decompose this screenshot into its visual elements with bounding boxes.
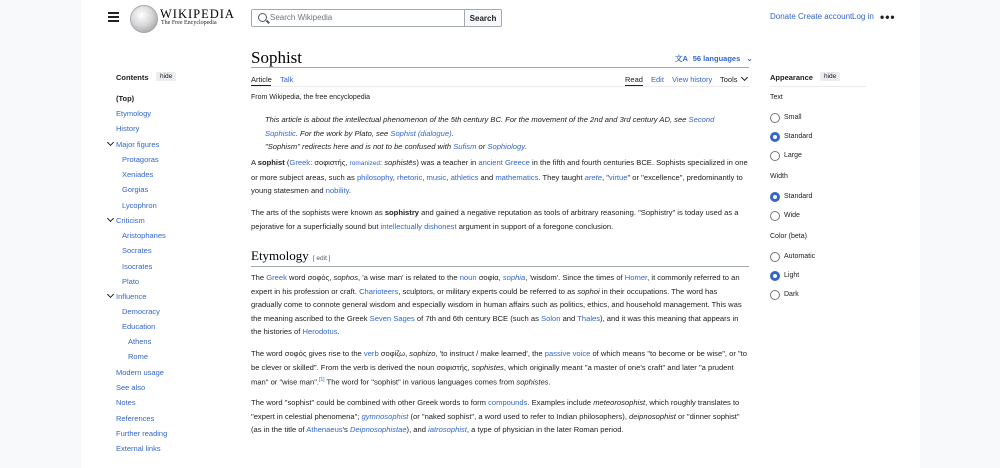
- etymology-paragraph-3: The word "sophist" could be combined with other Greek words to form compounds. Examples include meteorosophist, which roughly translates to "expert in celestial phenomena"; gymnosophist (or "naked sophist", a word used to refer to Indian philosophers), deipnosophist or "dinner sophist" (as in the title of Athenaeus's Deipnosophistae), and iatrosophist, a type of physician in the later Roman period.: [251, 398, 740, 434]
- toc-item-isocrates[interactable]: Isocrates: [122, 262, 153, 271]
- translate-icon: 文A: [675, 54, 688, 63]
- text-small-radio[interactable]: [770, 113, 780, 123]
- heading-divider: [251, 266, 749, 267]
- toc-item-plato[interactable]: Plato: [122, 277, 140, 286]
- homer-link[interactable]: Homer: [624, 273, 648, 282]
- tab-edit[interactable]: Edit: [651, 75, 664, 84]
- hatnote-text: This article is about the intellectual phenomenon of the 5th century BC. For the movement of the 2nd and 3rd century AD, see: [265, 115, 687, 124]
- appearance-hide-button[interactable]: hide: [820, 72, 840, 81]
- main-menu-icon[interactable]: [108, 12, 119, 22]
- toc-item-references[interactable]: References: [116, 414, 155, 423]
- second-sophistic-link[interactable]: Second Sophistic: [265, 115, 715, 138]
- create-account-link[interactable]: Create account: [798, 12, 853, 21]
- tab-read[interactable]: Read: [625, 75, 643, 84]
- toc-item-lycophron[interactable]: Lycophron: [122, 201, 157, 210]
- color-automatic-label[interactable]: Automatic: [784, 253, 816, 260]
- greek-link[interactable]: Greek: [289, 158, 311, 167]
- log-in-link[interactable]: Log in: [852, 12, 874, 21]
- appearance-heading: Appearance: [770, 73, 813, 82]
- tools-label: Tools: [720, 75, 738, 84]
- text-standard-radio[interactable]: [770, 132, 780, 142]
- tab-talk[interactable]: Talk: [280, 75, 294, 84]
- color-label: Color (beta): [770, 233, 807, 240]
- width-standard-label[interactable]: Standard: [784, 193, 813, 200]
- chevron-down-icon: [740, 74, 747, 81]
- toc-item-criticism[interactable]: Criticism: [116, 216, 145, 225]
- philosophy-link[interactable]: philosophy: [356, 172, 393, 182]
- search-icon: [258, 13, 267, 22]
- hatnote: [265, 113, 745, 154]
- virtue-link[interactable]: virtue: [608, 172, 628, 182]
- nobility-link[interactable]: nobility: [325, 186, 349, 195]
- etymology-heading: [251, 248, 331, 264]
- toc-item-protagoras[interactable]: Protagoras: [122, 155, 159, 164]
- hatnote-text: .: [524, 142, 527, 151]
- appearance-divider: [770, 86, 866, 87]
- gymnosophist-link[interactable]: gymnosophist: [361, 411, 409, 421]
- footnote-1-link[interactable]: [1]: [319, 377, 325, 383]
- sufism-link[interactable]: Sufism: [453, 142, 477, 151]
- width-label: Width: [770, 173, 788, 180]
- width-wide-label[interactable]: Wide: [784, 212, 800, 219]
- rhetoric-link[interactable]: rhetoric: [396, 172, 423, 182]
- color-automatic-radio[interactable]: [770, 252, 780, 262]
- athenaeus-link[interactable]: Athenaeus: [306, 425, 343, 434]
- toc-item-aristophanes[interactable]: Aristophanes: [122, 231, 166, 240]
- more-options-icon[interactable]: •••: [880, 10, 896, 24]
- search-button[interactable]: Search: [464, 9, 502, 27]
- wikipedia-globe-icon[interactable]: [130, 5, 158, 33]
- music-link[interactable]: music: [426, 172, 447, 182]
- text-small-label[interactable]: Small: [784, 114, 802, 121]
- etymology-paragraph-2: The word σοφός gives rise to the verb σοφίζω, sophizo, 'to instruct / make learned', the passive voice of which means "to become or be wise", or "to be clever or skilled". From the verb is derived the noun σοφιστής, sophistes, which originally meant "a master of one's craft" and later "a prudent man" or "wise man".[1] The word for "sophist" in various languages comes from sophistes.: [251, 349, 748, 387]
- toc-item-top[interactable]: (Top): [116, 94, 135, 103]
- arete-link[interactable]: arete: [584, 172, 602, 182]
- search-field[interactable]: [251, 9, 466, 27]
- toc-item-influence[interactable]: Influence: [116, 292, 147, 301]
- toc-item-external-links[interactable]: External links: [116, 444, 161, 453]
- sophiology-link[interactable]: Sophiology: [487, 142, 525, 151]
- intellectually-dishonest-link[interactable]: intellectually dishonest: [380, 221, 457, 231]
- sophia-link[interactable]: sophia: [502, 273, 526, 282]
- tabs-divider: [251, 86, 749, 87]
- width-standard-radio[interactable]: [770, 192, 780, 202]
- solon-link[interactable]: Solon: [541, 313, 561, 323]
- hatnote-text: "Sophism" redirects here and is not to be confused with: [265, 142, 452, 151]
- second-paragraph: The arts of the sophists were known as sophistry and gained a negative reputation as tools of arbitrary reasoning. "Sophistry" is today used as a pejorative for a superficially sound but intellectually dishonest argument in support of a foregone conclusion.: [251, 208, 739, 231]
- verb-link[interactable]: verb: [363, 349, 379, 358]
- color-dark-radio[interactable]: [770, 290, 780, 300]
- passive-voice-link[interactable]: passive voice: [544, 349, 591, 358]
- color-light-radio[interactable]: [770, 271, 780, 281]
- toc-item-further-reading[interactable]: Further reading: [116, 429, 168, 438]
- seven-sages-link[interactable]: Seven Sages: [369, 313, 415, 323]
- title-divider: [251, 67, 749, 68]
- text-large-label[interactable]: Large: [784, 152, 802, 159]
- lead-paragraph: A sophist (Greek: σοφιστής, romanized: sophistēs) was a teacher in ancient Greece in the fifth and fourth centuries BCE. Sophists specialized in one or more subject areas, such as philosophy, rhetoric, music, athletics and mathematics. They taught arete, "virtue" or "excellence", predominantly to young statesmen and nobility.: [251, 158, 748, 195]
- toc-item-gorgias[interactable]: Gorgias: [122, 185, 149, 194]
- text-large-radio[interactable]: [770, 151, 780, 161]
- hatnote-text: .: [451, 128, 454, 138]
- toc-item-rome[interactable]: Rome: [128, 352, 149, 361]
- wikipedia-tagline: The Free Encyclopedia: [161, 20, 217, 26]
- mathematics-link[interactable]: mathematics: [495, 172, 539, 182]
- tab-view-history[interactable]: View history: [672, 75, 713, 84]
- greek-link[interactable]: Greek: [266, 273, 287, 282]
- page-title: Sophist: [251, 48, 303, 67]
- toc-item-democracy[interactable]: Democracy: [122, 307, 160, 316]
- compounds-link[interactable]: compounds: [488, 398, 528, 407]
- search-input[interactable]: [270, 11, 460, 24]
- donate-link[interactable]: Donate: [770, 12, 796, 21]
- chevron-down-icon: ⌄: [746, 54, 753, 63]
- toc-item-athens[interactable]: Athens: [128, 337, 152, 346]
- noun-link[interactable]: noun: [459, 273, 477, 282]
- toc-hide-button[interactable]: hide: [156, 72, 176, 81]
- edit-section-link[interactable]: [ edit ]: [312, 255, 331, 262]
- hatnote-text: . For the work by Plato, see: [295, 128, 389, 138]
- text-size-label: Text: [770, 94, 783, 101]
- toc-item-major-figures[interactable]: Major figures: [116, 140, 160, 149]
- color-dark-label[interactable]: Dark: [784, 291, 799, 298]
- color-light-label[interactable]: Light: [784, 272, 800, 279]
- heading-text: Etymology: [251, 248, 309, 263]
- athletics-link[interactable]: athletics: [450, 172, 479, 182]
- thales-link[interactable]: Thales: [577, 313, 601, 323]
- toc-item-notes[interactable]: Notes: [116, 398, 136, 407]
- toc-item-history[interactable]: History: [116, 124, 140, 133]
- toc-item-xeniades[interactable]: Xeniades: [122, 170, 154, 179]
- toc-item-see-also[interactable]: See also: [116, 383, 146, 392]
- toc-item-modern-usage[interactable]: Modern usage: [116, 368, 164, 377]
- site-subtitle: From Wikipedia, the free encyclopedia: [251, 94, 371, 101]
- toc-item-etymology[interactable]: Etymology: [116, 109, 152, 118]
- iatrosophist-link[interactable]: iatrosophist: [428, 425, 467, 434]
- wikipedia-wordmark[interactable]: WIKIPEDIA: [160, 7, 235, 21]
- language-count: 56 languages: [692, 54, 741, 63]
- text-standard-label[interactable]: Standard: [784, 133, 813, 140]
- toc-heading: Contents: [116, 73, 149, 82]
- ancient-greece-link[interactable]: ancient Greece: [478, 158, 530, 167]
- sophist-dialogue-link[interactable]: Sophist (dialogue): [390, 128, 452, 138]
- language-selector[interactable]: [675, 53, 753, 64]
- toc-item-socrates[interactable]: Socrates: [122, 246, 152, 255]
- toc-item-education[interactable]: Education: [122, 322, 156, 331]
- tools-menu[interactable]: [720, 75, 747, 84]
- tab-article[interactable]: Article: [251, 75, 272, 84]
- hatnote-text: or: [478, 142, 486, 151]
- etymology-paragraph-1: The Greek word σοφός, sophos, 'a wise man' is related to the noun σοφία, sophia, 'wisdom'. Since the times of Homer, it commonly referred to an expert in his profession or craft. Charioteers, sculptors, or military experts could be referred to as sophoi in their occupations. The word has gradually come to connote general wisdom and especially wisdom in human affairs such as politics, ethics, and household management. This was the meaning ascribed to the Greek Seven Sages of 7th and 6th century BCE (such as Solon and Thales), and it was this meaning that appears in the histories of Herodotus.: [251, 273, 742, 336]
- width-wide-radio[interactable]: [770, 211, 780, 221]
- herodotus-link[interactable]: Herodotus: [302, 327, 338, 336]
- deipnosophistae-link[interactable]: Deipnosophistae: [349, 425, 407, 434]
- charioteers-link[interactable]: Charioteers: [359, 286, 399, 296]
